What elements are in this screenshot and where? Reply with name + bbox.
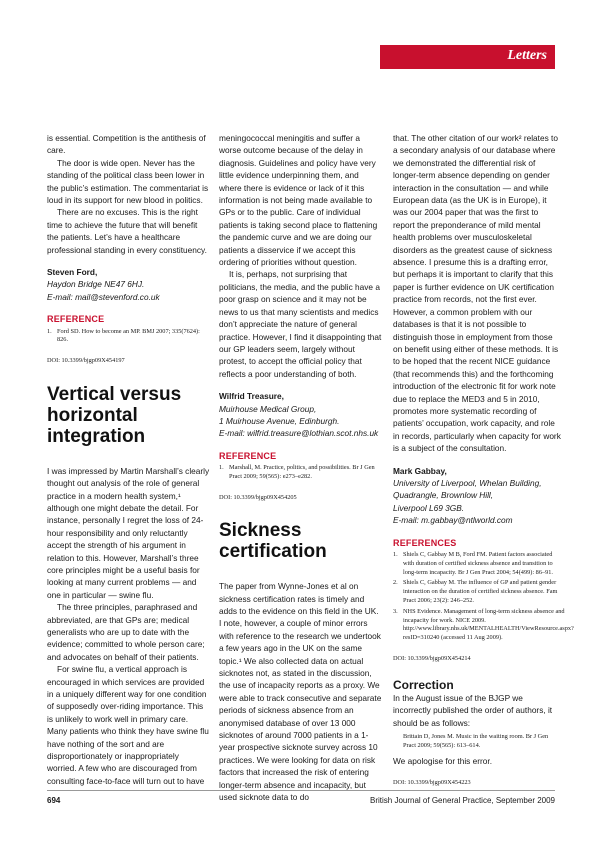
letter-title: Vertical versus horizontal integration xyxy=(47,383,182,447)
correction-title: Correction xyxy=(393,678,454,693)
footer-divider xyxy=(47,790,555,791)
author-name: Steven Ford, xyxy=(47,267,98,278)
letter-signature xyxy=(47,266,210,303)
author-name: Mark Gabbay, xyxy=(393,465,447,476)
author-email: E-mail: wilfrid.treasure@lothian.scot.nhs.uk xyxy=(219,428,379,439)
author-email: E-mail: m.gabbay@ntlworld.com xyxy=(393,515,513,526)
column-1 xyxy=(47,132,210,787)
author-address: Liverpool L69 3GB. xyxy=(393,502,465,513)
author-address: University of Liverpool, Whelan Building, xyxy=(393,477,542,488)
paragraph: that. The other citation of our work² relates to a secondary analysis of our database where we demonstrated the differential risk of longer-term absence depending on gender interaction in the consultation — and while European data (as the UK is in Europe), it was our 2004 paper that was the first to report the preponderance of mild mental health problems over musculoskeletal disorders as the greatest cause of sickness absence. I presume this is a drafting error, but perhaps it is important to clarify that this paper is further evidence on UK certification practice from records, not the first ever. However, a common problem with our databases is that it is not possible to distinguish those in employment from those on benefit using either of these methods. It is to be hoped that the recent NICE guidance (that recommends this) and the forthcoming introduction of the electronic fit for work note due to replace the MED3 and 5 in 2010, promotes more systematic recording of patients’ occupation, work capacity, and role in records, particularly when capacity for work is a subject of the consultation. xyxy=(393,133,561,454)
column-3 xyxy=(393,132,574,789)
reference-list xyxy=(219,464,382,482)
paragraph: We apologise for this error. xyxy=(393,755,492,766)
reference-item: 1. Ford SD. How to become an MP. BMJ 2007; 335(7624): 826. xyxy=(47,327,200,344)
paragraph: It is, perhaps, not surprising that politicians, the media, and the public have a poor grasp on science and it may not be news to us that many scientists and medics don’t appreciate the nature of general practice. However, I find it disappointing that our GP leaders seem, largely without protest, to accept the official policy that reflects a poor understanding of both. xyxy=(219,269,382,379)
paragraph: is essential. Competition is the antithesis of care. xyxy=(47,133,206,156)
author-address: Haydon Bridge NE47 6HJ. xyxy=(47,279,145,290)
section-title: Letters xyxy=(507,48,547,63)
reference-heading: REFERENCE xyxy=(47,314,105,325)
reference-list xyxy=(47,328,210,346)
doi: DOI: 10.3399/bjgp09X454197 xyxy=(47,357,125,365)
paragraph: meningococcal meningitis and suffer a worse outcome because of the delay in diagnosis. Guidelines and policy have very little evidence underpinning them, and where there is evidence or lack of it this information is not being made available to GPs or to the public. Care of individual patients is taking second place to flattening the pandemic curve and we are doing our patients a disservice if we accept this ordering of priorities without question. xyxy=(219,133,378,268)
letter-signature xyxy=(393,465,561,527)
journal-footer: British Journal of General Practice, September 2009 xyxy=(370,796,555,805)
reference-item: 2. Shiels C, Gabbay M. The influence of GP and patient gender interaction on the duration of certified sickness absence. Fam Pract 2006; 23(2): 246–252. xyxy=(393,579,558,604)
paragraph: In the August issue of the BJGP we incorrectly published the order of authors, it should be as follows: xyxy=(393,692,553,728)
paragraph: There are no excuses. This is the right time to achieve the future that will benefit the patients. Let’s have a healthcare professional standing in every constituency. xyxy=(47,207,207,255)
paragraph: I was impressed by Martin Marshall’s clearly thought out analysis of the role of general practice in a modern health system,¹ although one might debate the detail. For instance, personally I regret the loss of 24-hour responsibility and only reluctantly accept the strength of his argument in relation to this. However, Marshall’s three core principles might be a useful basis for looking at many current problems — and one in particular — swine flu. xyxy=(47,465,210,600)
doi: DOI: 10.3399/bjgp09X454214 xyxy=(393,654,471,662)
reference-item: 3. NHS Evidence. Management of long-term sickness absence and incapacity for work. NICE 2009. http://www.library.nhs.uk/MENTALHEALTH/ViewResource.aspx?resID=310240 (accessed 11 Aug 2009). xyxy=(393,607,574,642)
section-header-bar xyxy=(380,45,555,69)
doi: DOI: 10.3399/bjgp09X454223 xyxy=(393,779,471,786)
author-address: Quadrangle, Brownlow Hill, xyxy=(393,490,494,501)
paragraph: The paper from Wynne-Jones et al on sickness certification rates is timely and adds to the evidence on this field in the UK. I note, however, a couple of minor errors with reference to the research we undertook a few years ago in the UK on the same topic.¹ We also collected data on actual sicknotes not, as stated in the discussion, the use of incapacity reports as a proxy. We were able to track consecutive and separate periods of sickness absence from an anonymised database of over 13 000 sicknotes of around 7000 patients in a 1-year prospective sicknote survey across 10 practices. We were looking for data on risk factors that increased the risk of entering longer-term absence and incapacity, but used sicknote data to do xyxy=(219,581,382,803)
author-address: Muirhouse Medical Group, xyxy=(219,403,317,414)
author-address: 1 Muirhouse Avenue, Edinburgh. xyxy=(219,415,340,426)
correction-reference: Brittain D, Jones M. Music in the waiting room. Br J Gen Pract 2009; 59(565): 613–614. xyxy=(403,733,549,749)
author-name: Wilfrid Treasure, xyxy=(219,391,284,402)
letter-title: Sickness certification xyxy=(219,520,327,563)
letter-signature xyxy=(219,390,382,440)
paragraph: The three principles, paraphrased and abbreviated, are that GPs are; medical generalists who are up to date with the evidence; committed to whole person care; and advocates on behalf of their patients. xyxy=(47,602,205,662)
reference-item: 1. Marshall, M. Practice, politics, and possibilities. Br J Gen Pract 2009; 59(565): e273–e282. xyxy=(219,464,375,480)
author-email: E-mail: mail@stevenford.co.uk xyxy=(47,291,160,302)
doi: DOI: 10.3399/bjgp09X454205 xyxy=(219,493,297,501)
reference-list xyxy=(393,551,574,643)
reference-item: 1. Shiels C, Gabbay M B, Ford FM. Patient factors associated with duration of certified sickness absence and transition to long-term incapacity. Br J Gen Pract 2004; 54(499): 86–91. xyxy=(393,551,553,576)
column-2 xyxy=(219,132,382,803)
reference-heading: REFERENCE xyxy=(219,450,277,461)
page-number: 694 xyxy=(47,796,61,805)
paragraph: For swine flu, a vertical approach is encouraged in which services are provided in a uniquely different way for one condition of supposedly over-riding importance. This is unlikely to work well in primary care. Many patients who think they have swine flu have nothing of the sort and are disproportionately or inappropriately worried. A few who are discouraged from consulting face-to-face will turn out to have xyxy=(47,664,209,786)
reference-heading: REFERENCES xyxy=(393,537,457,548)
paragraph: The door is wide open. Never has the standing of the political class been lower in the public’s estimation. The commentariat is loud in its support for new blood in politics. xyxy=(47,157,209,206)
